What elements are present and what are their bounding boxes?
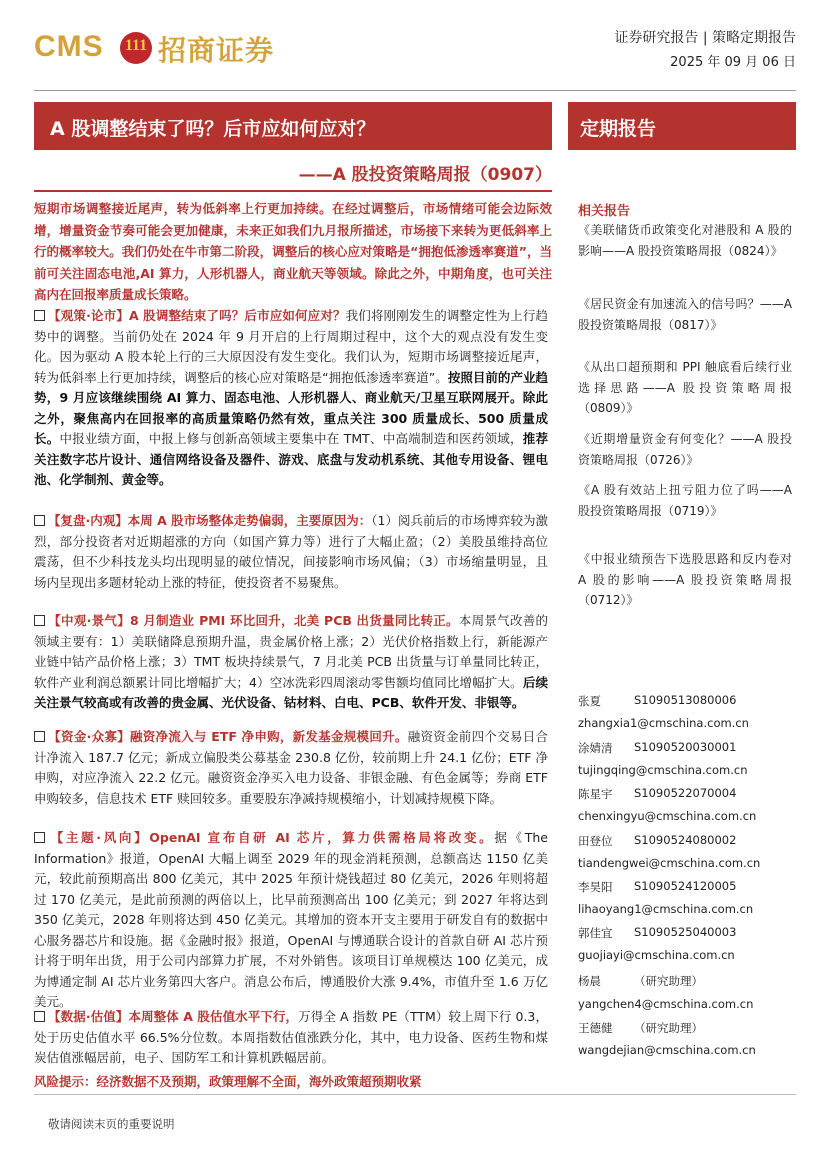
report-date: 2025 年 09 月 06 日 <box>670 55 796 70</box>
checkbox-bullet-icon <box>34 615 45 626</box>
analyst-name: 涂婧清 S1090520030001 <box>578 740 737 755</box>
section-zijin: 【资金·众寡】融资净流入与 ETF 净申购，新发基金规模回升。融资资金前四个交易日合计净流入 187.7 亿元；新成立偏股类公募基金 230.8 亿份，较前期上升 24.1 亿份；ETF 净申购，对应净流入 22.2 亿元。融资资金净买入电力设备、非银金融、有色金属等；券商 ETF 申购较多，信息技术 ETF 赎回较多。重要股东净减持规模缩小，计划减持规模下降。 <box>34 729 548 806</box>
logo-mark-icon: 111 <box>120 32 152 64</box>
report-type: 证券研究报告 | 策略定期报告 <box>614 30 796 46</box>
section-head: 【主题·风向】OpenAI 宣布自研 AI 芯片，算力供需格局将改变。 <box>48 830 495 845</box>
logo-cn-text: 招商证券 <box>158 34 275 67</box>
header-divider <box>34 90 796 91</box>
analyst-name: 田登位 S1090524080002 <box>578 833 737 848</box>
analyst-email[interactable]: chenxingyu@cmschina.com.cn <box>578 809 757 823</box>
subtitle-divider <box>34 190 552 192</box>
related-report-link[interactable]: 《美联储货币政策变化对港股和 A 股的影响——A 股投资策略周报（0824）》 <box>578 223 792 258</box>
section-head: 【观策·论市】A 股调整结束了吗？后市应如何应对？ <box>48 308 346 323</box>
checkbox-bullet-icon <box>34 731 45 742</box>
related-report-link[interactable]: 《中报业绩预告下选股思路和反内卷对 A 股的影响——A 股投资策略周报（0712）》 <box>578 552 792 607</box>
related-reports-title: 相关报告 <box>578 204 631 219</box>
risk-warning: 风险提示：经济数据不及预期，政策理解不全面，海外政策超预期收紧 <box>34 1074 422 1089</box>
analyst-name: 张夏 S1090513080006 <box>578 693 737 708</box>
section-head: 【资金·众寡】融资净流入与 ETF 净申购，新发基金规模回升。 <box>48 729 408 744</box>
section-guance: 【观策·论市】A 股调整结束了吗？后市应如何应对？我们将刚刚发生的调整定性为上行趋势中的调整。当前仍处在 2024 年 9 月开启的上行周期过程中，这个大的观点没有发生变化。因为驱动 A 股本轮上行的三大原因没有发生变化。我们认为，短期市场调整接近尾声，转为低斜率上行更加持续，调整后的核心应对策略是“拥抱低渗透率赛道”。按照目前的产业趋势，9 月应该继续围绕 AI 算力、固态电池、人形机器人、商业航天/卫星互联网展开。除此之外，聚焦高内在回报率的高质量策略仍然有效，重点关注 300 质量成长、500 质量成长。中报业绩方面，中报上修与创新高领域主要集中在 TMT、中高端制造和医药领域，推荐关注数字芯片设计、通信网络设备及器件、游戏、底盘与发动机系统、其他专用设备、锂电池、化学制剂、黄金等。 <box>34 308 548 487</box>
analyst-name: 杨晨 （研究助理） <box>578 974 703 988</box>
analyst-email[interactable]: tujingqing@cmschina.com.cn <box>578 763 748 777</box>
analyst-name: 李昊阳 S1090524120005 <box>578 879 737 894</box>
analyst-email[interactable]: zhangxia1@cmschina.com.cn <box>578 716 749 730</box>
summary-paragraph: 短期市场调整接近尾声，转为低斜率上行更加持续。在经过调整后，市场情绪可能会边际效增，增量资金节奏可能会更加健康，未来正如我们九月报所描述，市场接下来转为更低斜率上行的概率较大。我们仍处在牛市第二阶段，调整后的核心应对策略是“拥抱低渗透率赛道”，当前可关注固态电池,AI 算力，人形机器人，商业航天等领域。除此之外，中期角度，也可关注高内在回报率质量成长策略。 <box>34 201 552 302</box>
report-title: A 股调整结束了吗？后市应如何应对？ <box>50 118 376 140</box>
side-label: 定期报告 <box>580 118 657 140</box>
checkbox-bullet-icon <box>34 1011 45 1022</box>
checkbox-bullet-icon <box>34 832 45 843</box>
section-head: 【数据·估值】本周整体 A 股估值水平下行， <box>48 1009 299 1024</box>
section-zhongguan: 【中观·景气】8 月制造业 PMI 环比回升，北美 PCB 出货量同比转正。本周景气改善的领域主要有：1）美联储降息预期升温，贵金属价格上涨；2）光伏价格指数上行，新能源产业链中钴产品价格上涨；3）TMT 板块持续景气，7 月北美 PCB 出货量与订单量同比转正，软件产业利润总额累计同比增幅扩大；4）空冰洗彩四周滚动零售额均值同比增幅扩大。后续关注景气较高或有改善的贵金属、光伏设备、钴材料、白电、PCB、软件开发、非银等。 <box>34 613 548 710</box>
related-report-link[interactable]: 《近期增量资金有何变化？——A 股投资策略周报（0726）》 <box>578 432 792 467</box>
analyst-email[interactable]: guojiayi@cmschina.com.cn <box>578 948 735 962</box>
report-subtitle: ——A 股投资策略周报（0907） <box>298 165 552 185</box>
related-report-link[interactable]: 《A 股有效站上扭亏阻力位了吗——A 股投资策略周报（0719）》 <box>578 483 792 518</box>
analyst-email[interactable]: lihaoyang1@cmschina.com.cn <box>578 902 754 916</box>
analyst-email[interactable]: tiandengwei@cmschina.com.cn <box>578 856 761 870</box>
logo-text: CMS <box>34 30 104 63</box>
analyst-name: 陈星宇 S1090522070004 <box>578 786 737 801</box>
section-fupan: 【复盘·内观】本周 A 股市场整体走势偏弱，主要原因为：（1）阅兵前后的市场博弈较为激烈，部分投资者对近期超涨的方向（如国产算力等）进行了大幅止盈；（2）美股虽维持高位震荡，但不少科技龙头均出现明显的破位情况，间接影响市场风偏；（3）市场缩量明显，且场内呈现出多题材轮动上涨的特征，使投资者不易聚焦。 <box>34 513 548 590</box>
section-shuju: 【数据·估值】本周整体 A 股估值水平下行，万得全 A 指数 PE（TTM）较上周下行 0.3，处于历史估值水平 66.5%分位数。本周指数估值涨跌分化，其中，电力设备、医药生物和煤炭估值涨幅居前，电子、国防军工和计算机跌幅居前。 <box>34 1009 548 1065</box>
checkbox-bullet-icon <box>34 310 45 321</box>
section-head: 【中观·景气】8 月制造业 PMI 环比回升，北美 PCB 出货量同比转正。 <box>48 613 459 628</box>
side-label-band <box>568 102 796 150</box>
analyst-email[interactable]: wangdejian@cmschina.com.cn <box>578 1043 756 1057</box>
related-report-link[interactable]: 《从出口超预期和 PPI 触底看后续行业选择思路——A 股投资策略周报（0809）》 <box>578 360 792 415</box>
footer-note: 敬请阅读末页的重要说明 <box>48 1117 175 1131</box>
section-head: 【复盘·内观】本周 A 股市场整体走势偏弱，主要原因为： <box>48 513 372 528</box>
related-report-link[interactable]: 《居民资金有加速流入的信号吗？——A 股投资策略周报（0817）》 <box>578 297 792 332</box>
checkbox-bullet-icon <box>34 515 45 526</box>
analyst-email[interactable]: yangchen4@cmschina.com.cn <box>578 997 754 1011</box>
title-band <box>34 102 552 150</box>
analyst-name: 王德健 （研究助理） <box>578 1021 703 1035</box>
footer-divider <box>34 1094 796 1095</box>
section-zhuti: 【主题·风向】OpenAI 宣布自研 AI 芯片，算力供需格局将改变。据《The Information》报道，OpenAI 大幅上调至 2029 年的现金消耗预测，总额高达 1150 亿美元，较此前预期高出 800 亿美元，其中 2025 年预计烧钱超过 80 亿美元，2026 年则将超过 170 亿美元，是此前预测的两倍以上，比早前预测高出 100 亿美元；到 2027 年将达到 350 亿美元，2028 年则将达到 450 亿美元。其增加的资本开支主要用于研发自有的数据中心服务器芯片和设施。据《金融时报》报道，OpenAI 与博通联合设计的首款自研 AI 芯片预计将于明年出货，用于公司内部算力扩展，不对外销售。该项目订单规模达 100 亿美元，成为博通定制 AI 芯片业务第四大客户。消息公布后，博通股价大涨 9.4%，市值升至 1.6 万亿美元。 <box>34 830 548 1009</box>
analyst-name: 郭佳宜 S1090525040003 <box>578 925 737 940</box>
company-logo <box>34 26 284 70</box>
